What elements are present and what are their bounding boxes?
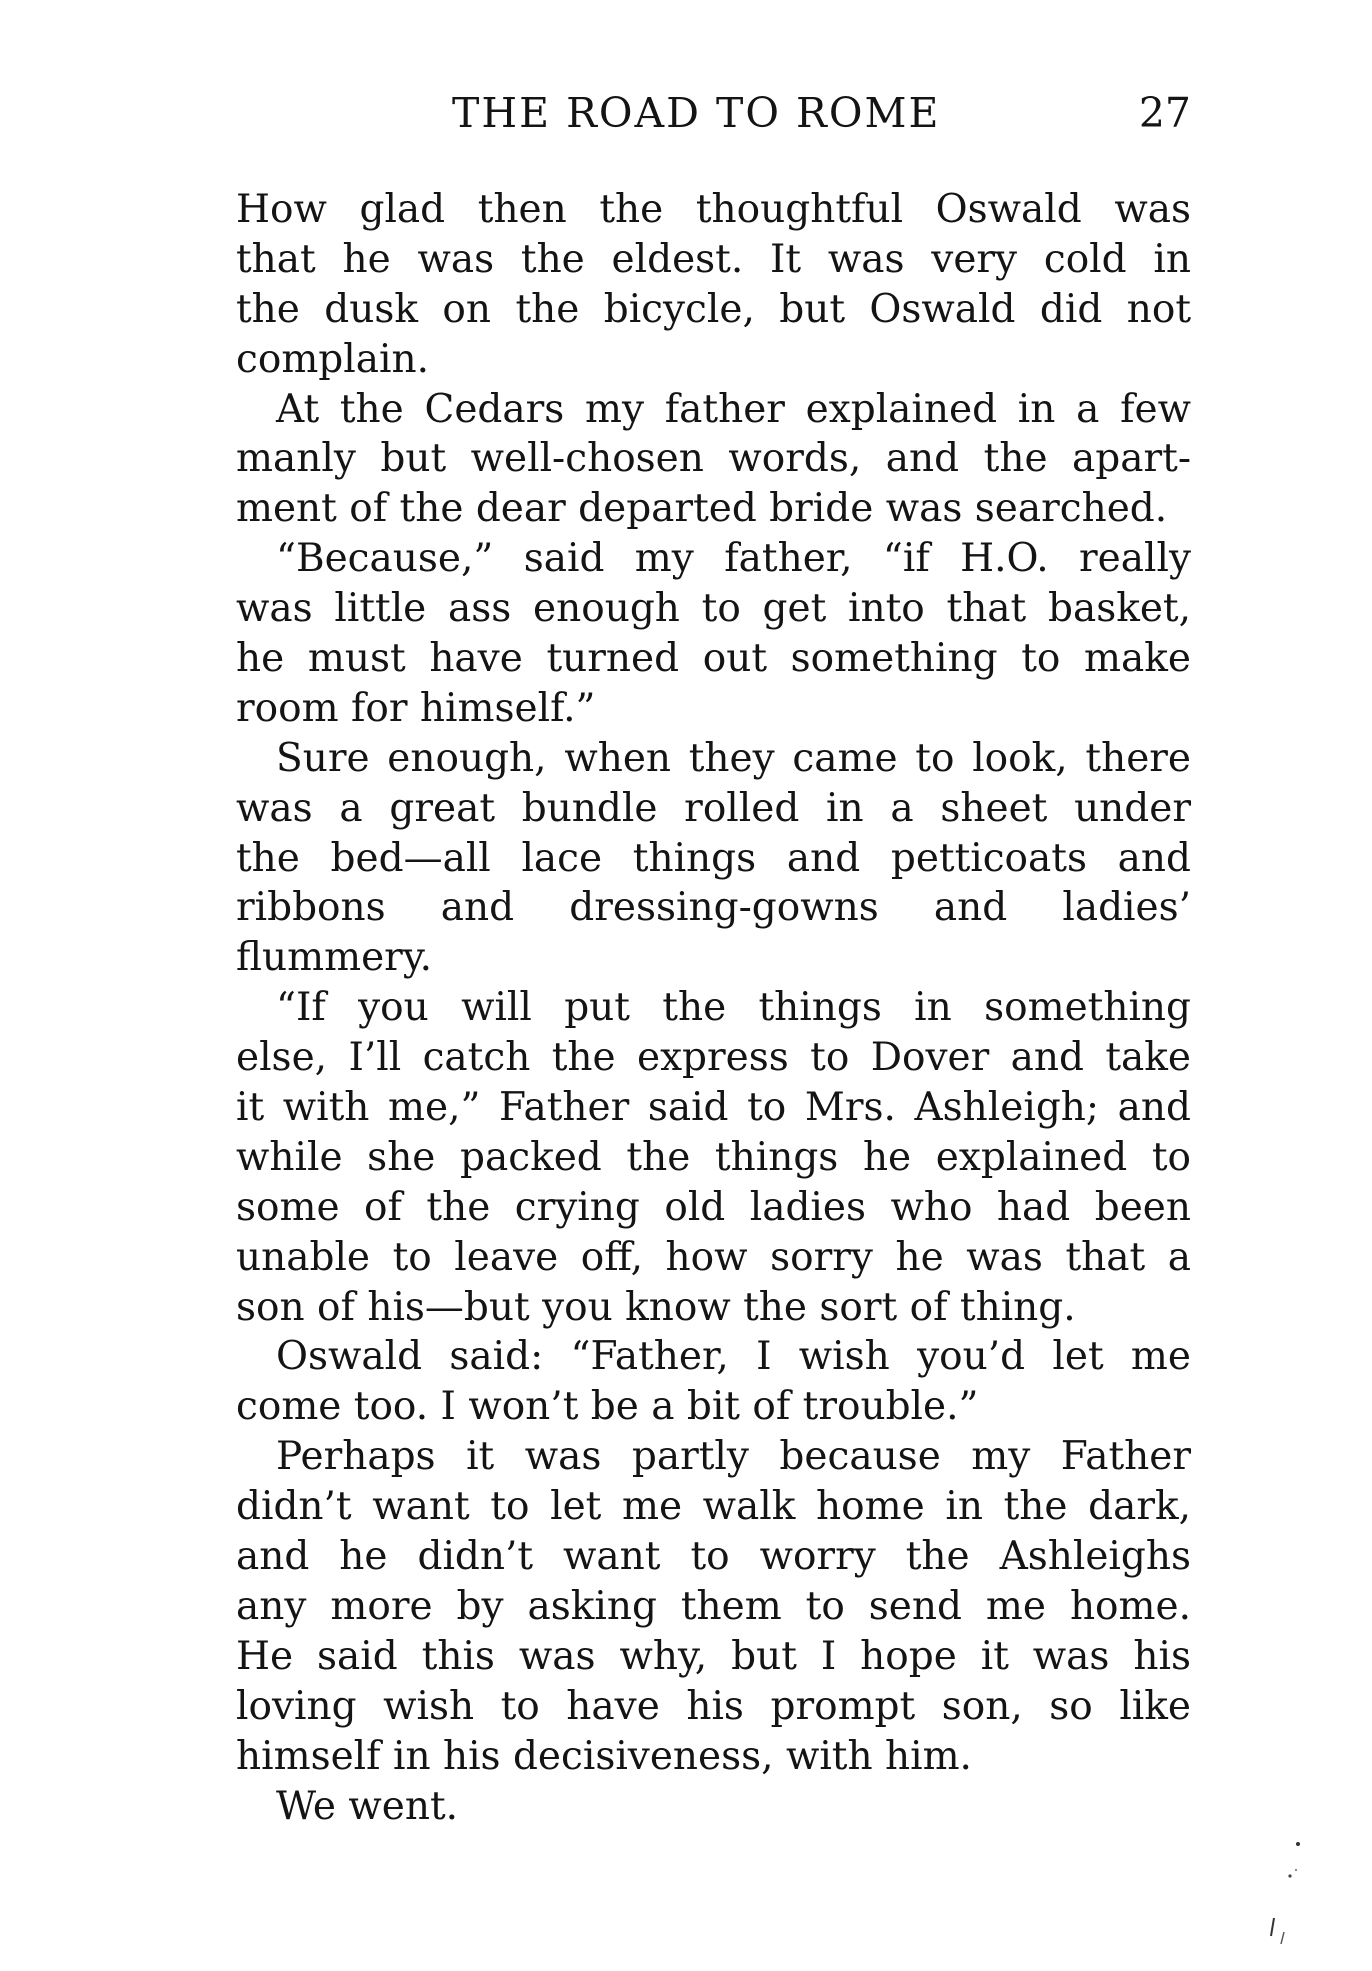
- paragraph: [236, 1782, 1191, 1832]
- paragraph: [236, 1332, 1191, 1432]
- text-line: was a great bundle rolled in a sheet under: [236, 785, 1191, 831]
- text-line: manly but well-chosen words, and the apart-: [236, 436, 1191, 482]
- text-line: the bed—all lace things and petticoats and: [236, 835, 1191, 881]
- text-line: “If you will put the things in something: [276, 985, 1191, 1031]
- text-line: flummery.: [236, 935, 433, 981]
- text-line: We went.: [276, 1783, 459, 1829]
- text-line: while she packed the things he explained to: [236, 1134, 1191, 1180]
- text-line: Sure enough, when they came to look, there: [276, 735, 1191, 781]
- text-line: he must have turned out something to make: [236, 636, 1191, 682]
- text-line: the dusk on the bicycle, but Oswald did not: [236, 286, 1191, 332]
- text-line: son of his—but you know the sort of thing.: [236, 1284, 1076, 1330]
- text-line: At the Cedars my father explained in a few: [276, 386, 1191, 432]
- page-number: 27: [1138, 89, 1191, 137]
- paragraph: [236, 1432, 1191, 1781]
- text-line: complain.: [236, 336, 429, 382]
- running-title: THE ROAD TO ROME: [452, 89, 941, 137]
- text-line: it with me,” Father said to Mrs. Ashleigh; and: [236, 1085, 1191, 1131]
- text-line: himself in his decisiveness, with him.: [236, 1733, 972, 1779]
- text-line: unable to leave off, how sorry he was that a: [236, 1234, 1191, 1280]
- paragraph: [236, 385, 1191, 535]
- paragraph: [236, 534, 1191, 734]
- paragraph: [236, 734, 1191, 983]
- text-line: “Because,” said my father, “if H.O. really: [276, 536, 1191, 582]
- text-line: was little ass enough to get into that basket,: [236, 586, 1191, 632]
- text-line: and he didn’t want to worry the Ashleighs: [236, 1534, 1191, 1580]
- paragraph: [236, 185, 1191, 385]
- text-line: Perhaps it was partly because my Father: [276, 1434, 1191, 1480]
- text-line: that he was the eldest. It was very cold in: [236, 236, 1191, 282]
- text-line: How glad then the thoughtful Oswald was: [236, 187, 1191, 232]
- running-head: [236, 88, 1191, 138]
- text-line: loving wish to have his prompt son, so like: [236, 1683, 1191, 1729]
- paper-specks: [1262, 1840, 1322, 1960]
- text-line: ribbons and dressing-gowns and ladies’: [236, 885, 1191, 931]
- text-line: ment of the dear departed bride was searched.: [236, 486, 1168, 532]
- text-line: didn’t want to let me walk home in the dark,: [236, 1484, 1191, 1530]
- body-text: [236, 185, 1191, 1831]
- text-line: any more by asking them to send me home.: [236, 1583, 1191, 1629]
- text-line: He said this was why, but I hope it was his: [236, 1633, 1191, 1679]
- text-line: come too. I won’t be a bit of trouble.”: [236, 1384, 979, 1430]
- text-line: Oswald said: “Father, I wish you’d let me: [276, 1334, 1191, 1380]
- text-line: some of the crying old ladies who had been: [236, 1184, 1191, 1230]
- text-line: else, I’ll catch the express to Dover and take: [236, 1035, 1191, 1081]
- text-line: room for himself.”: [236, 685, 596, 731]
- paragraph: [236, 983, 1191, 1332]
